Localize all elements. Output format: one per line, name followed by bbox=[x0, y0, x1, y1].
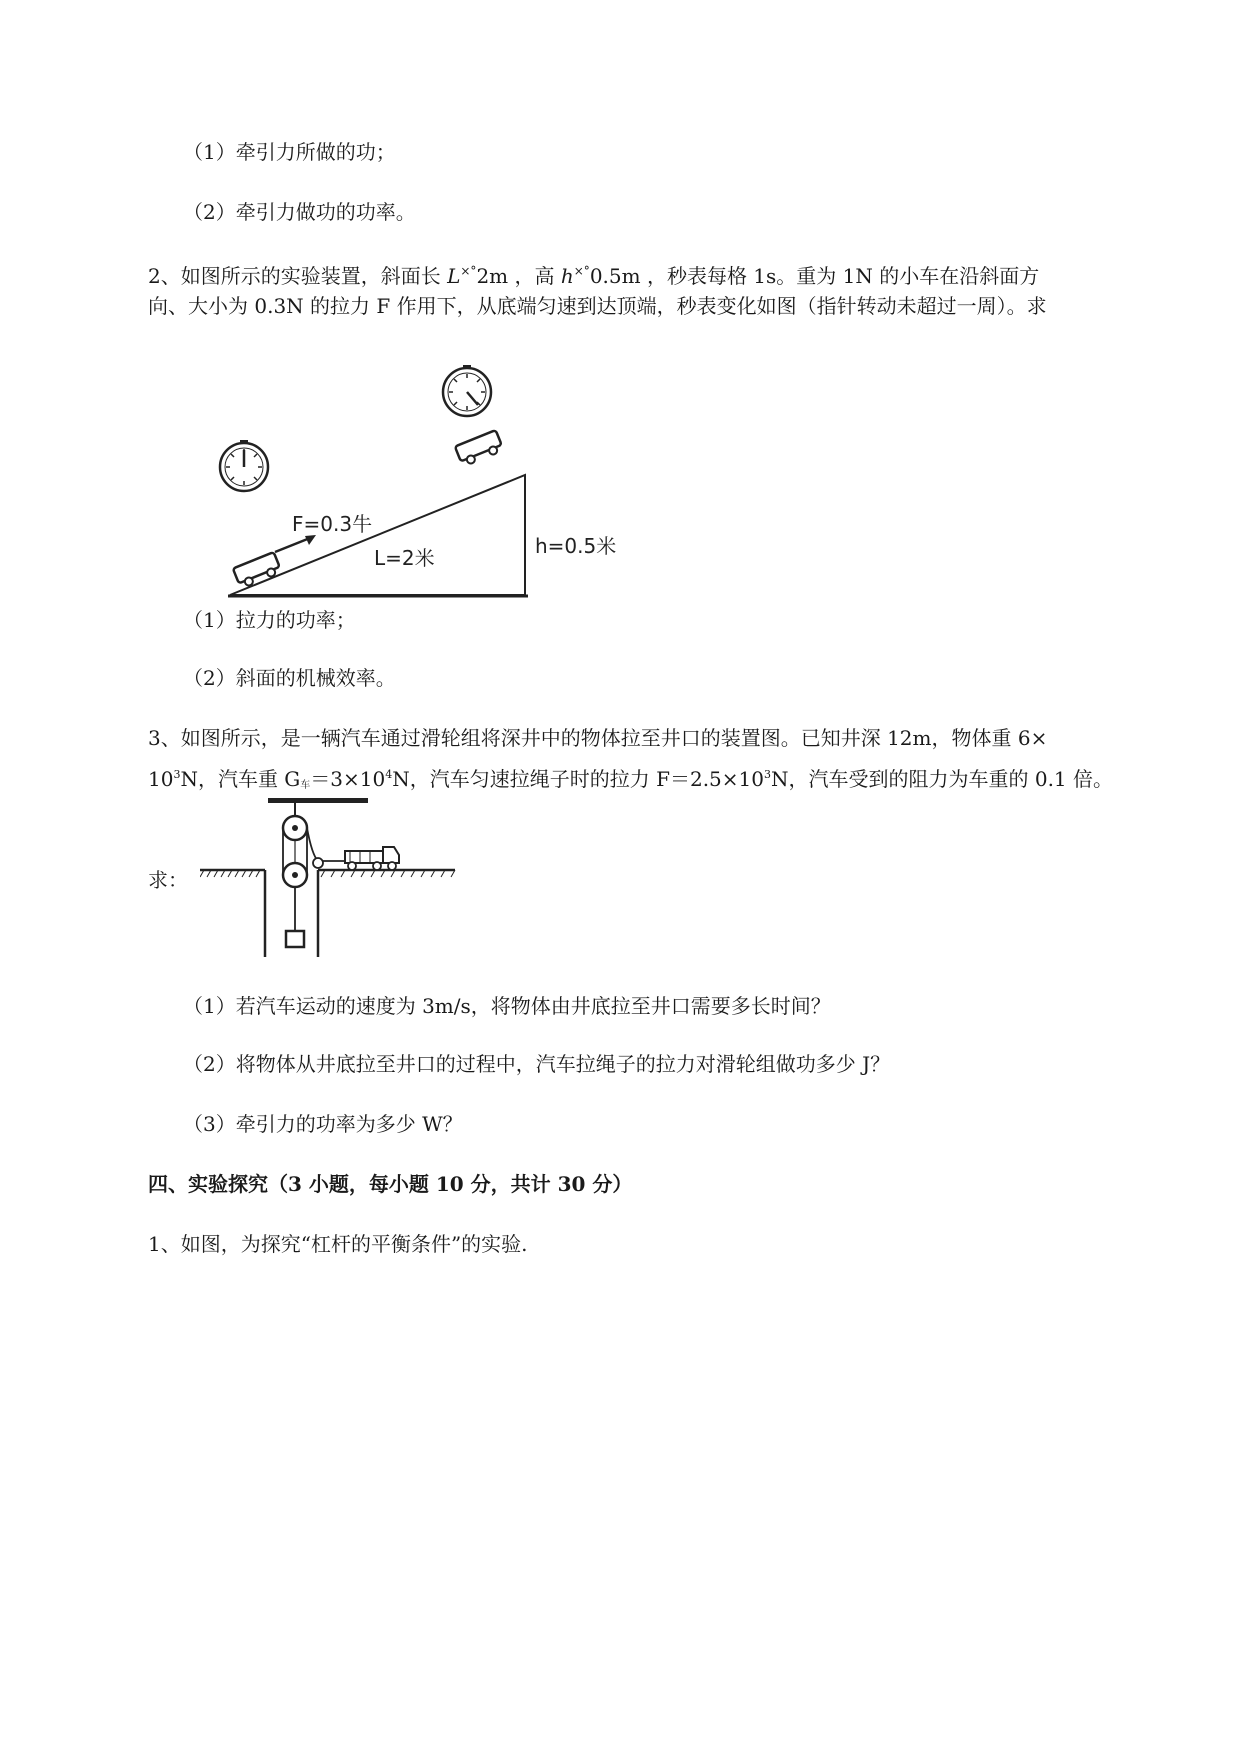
q3-sub2: （2）将物体从井底拉至井口的过程中，汽车拉绳子的拉力对滑轮组做功多少 J？ bbox=[183, 1052, 891, 1076]
q3-sub3: （3）牵引力的功率为多少 W？ bbox=[183, 1112, 463, 1136]
q3-line2-d: N，汽车匀速拉绳子时的拉力 F＝2.5×10 bbox=[392, 767, 764, 791]
q2-line1: 2、如图所示的实验装置，斜面长 L×°2m ，高 h×°0.5m ，秒表每格 1s。重为 1N 的小车在沿斜面方 bbox=[148, 264, 1040, 288]
load-block-icon bbox=[286, 931, 304, 947]
q2-sub1: （1）拉力的功率； bbox=[183, 608, 356, 632]
q1-sub1: （1）牵引力所做的功； bbox=[183, 140, 396, 164]
q3-exp3: 3 bbox=[763, 768, 771, 781]
q2-sub2: （2）斜面的机械效率。 bbox=[183, 666, 396, 690]
q3-sub-car: 车 bbox=[300, 780, 311, 791]
force-label: F=0.3牛 bbox=[292, 512, 373, 536]
incline-figure bbox=[210, 355, 630, 605]
q2-line2: 向、大小为 0.3N 的拉力 F 作用下，从底端匀速到达顶端，秒表变化如图（指针转动未超过一周）。求 bbox=[148, 294, 1047, 318]
q2-h-symbol: h bbox=[560, 264, 574, 288]
q2-L-symbol: L bbox=[447, 264, 461, 288]
truck-icon bbox=[345, 847, 399, 870]
ceiling-bar bbox=[268, 798, 368, 803]
q3-line2-c: ＝3×10 bbox=[310, 767, 386, 791]
incline-slope bbox=[230, 475, 525, 595]
stopwatch-end-icon bbox=[443, 365, 491, 416]
length-label: L=2米 bbox=[374, 546, 435, 570]
q2-line1-prefix: 2、如图所示的实验装置，斜面长 bbox=[148, 264, 441, 288]
q2-sep: ，高 bbox=[514, 264, 555, 288]
force-arrow-icon bbox=[275, 535, 316, 552]
q3-line1: 3、如图所示，是一辆汽车通过滑轮组将深井中的物体拉至井口的装置图。已知井深 12m，物体重 6× bbox=[148, 726, 1048, 750]
q2-h-value: 0.5m bbox=[589, 264, 641, 288]
q3-line2-b: N，汽车重 G bbox=[180, 767, 301, 791]
q2-line1-suffix: ，秒表每格 1s。重为 1N 的小车在沿斜面方 bbox=[646, 264, 1040, 288]
q3-exp2: 4 bbox=[385, 768, 393, 781]
section4-heading: 四、实验探究（3 小题，每小题 10 分，共计 30 分） bbox=[148, 1172, 633, 1196]
q3-line2-e: N，汽车受到的阻力为车重的 0.1 倍。 bbox=[770, 767, 1114, 791]
q3-line2-a: 10 bbox=[148, 767, 174, 791]
height-label: h=0.5米 bbox=[535, 534, 617, 558]
q3-exp1: 3 bbox=[173, 768, 181, 781]
q2-L-value: 2m bbox=[476, 264, 509, 288]
cart-top-icon bbox=[455, 430, 504, 467]
q3-sub1: （1）若汽车运动的速度为 3m/s，将物体由井底拉至井口需要多长时间？ bbox=[183, 994, 831, 1018]
stopwatch-start-icon bbox=[220, 440, 268, 491]
pulley-figure bbox=[200, 795, 520, 975]
q1-sub2: （2）牵引力做功的功率。 bbox=[183, 200, 416, 224]
section4-q1: 1、如图，为探究“杠杆的平衡条件”的实验. bbox=[148, 1232, 528, 1256]
q3-ask: 求： bbox=[148, 868, 188, 892]
